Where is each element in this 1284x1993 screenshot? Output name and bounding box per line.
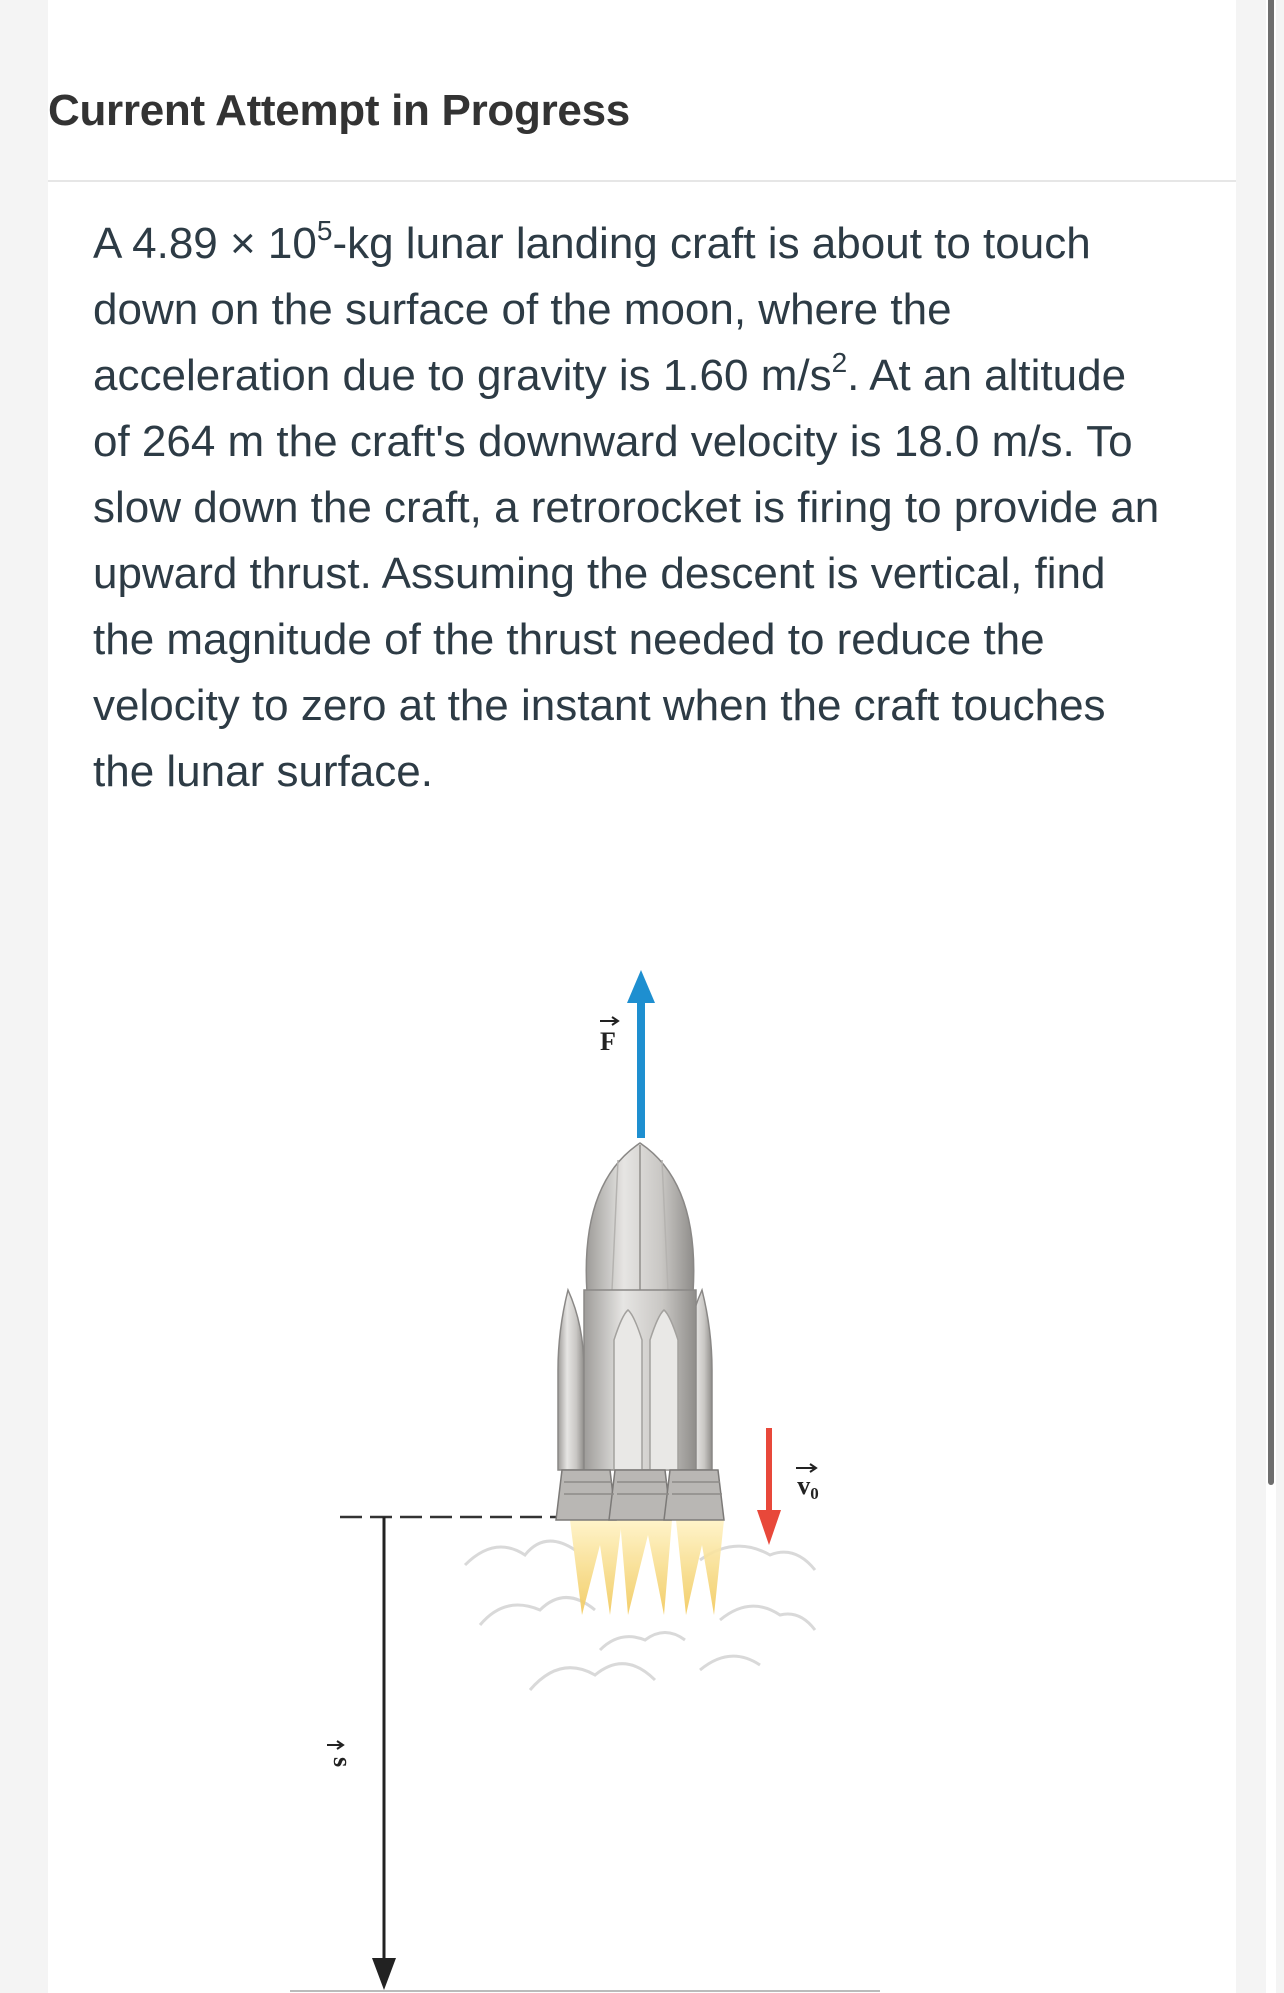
question-exponent-2: 2 (831, 347, 848, 378)
question-text-part-1: A 4.89 × 10 (93, 219, 317, 268)
question-text-part-2: -kg lunar landing craft is about to touch down on the surface of the moon, where the acceleration due to gravity is 1.60 m/s (93, 219, 1091, 400)
page-title: Current Attempt in Progress (48, 86, 630, 135)
displacement-arrow (372, 1517, 396, 1990)
velocity-label (797, 1471, 819, 1503)
scrollbar-thumb[interactable] (1268, 0, 1274, 1485)
question-text-part-3: . At an altitude of 264 m the craft's downward velocity is 18.0 m/s. To slow down the craft, a retrorocket is firing to provide an upward thrust. Assuming the descent is vertical, find the magnitude of the thrust needed to reduce the velocity to zero at the instant when the craft touches the lunar surface. (93, 351, 1160, 796)
velocity-arrow (757, 1428, 781, 1545)
lunar-lander-figure (280, 950, 880, 1993)
lander-rocket (556, 1143, 724, 1520)
rocket-flames (570, 1520, 724, 1615)
page-scrollbar[interactable] (1266, 0, 1276, 1993)
velocity-label-symbol: v (797, 1471, 811, 1500)
velocity-label-subscript: 0 (810, 1484, 819, 1503)
question-text (93, 211, 1173, 805)
header-divider (48, 180, 1236, 182)
thrust-arrow (627, 970, 655, 1138)
displacement-label: s (328, 1756, 357, 1768)
thrust-label: F (600, 1027, 616, 1056)
question-exponent-1: 5 (316, 215, 333, 246)
